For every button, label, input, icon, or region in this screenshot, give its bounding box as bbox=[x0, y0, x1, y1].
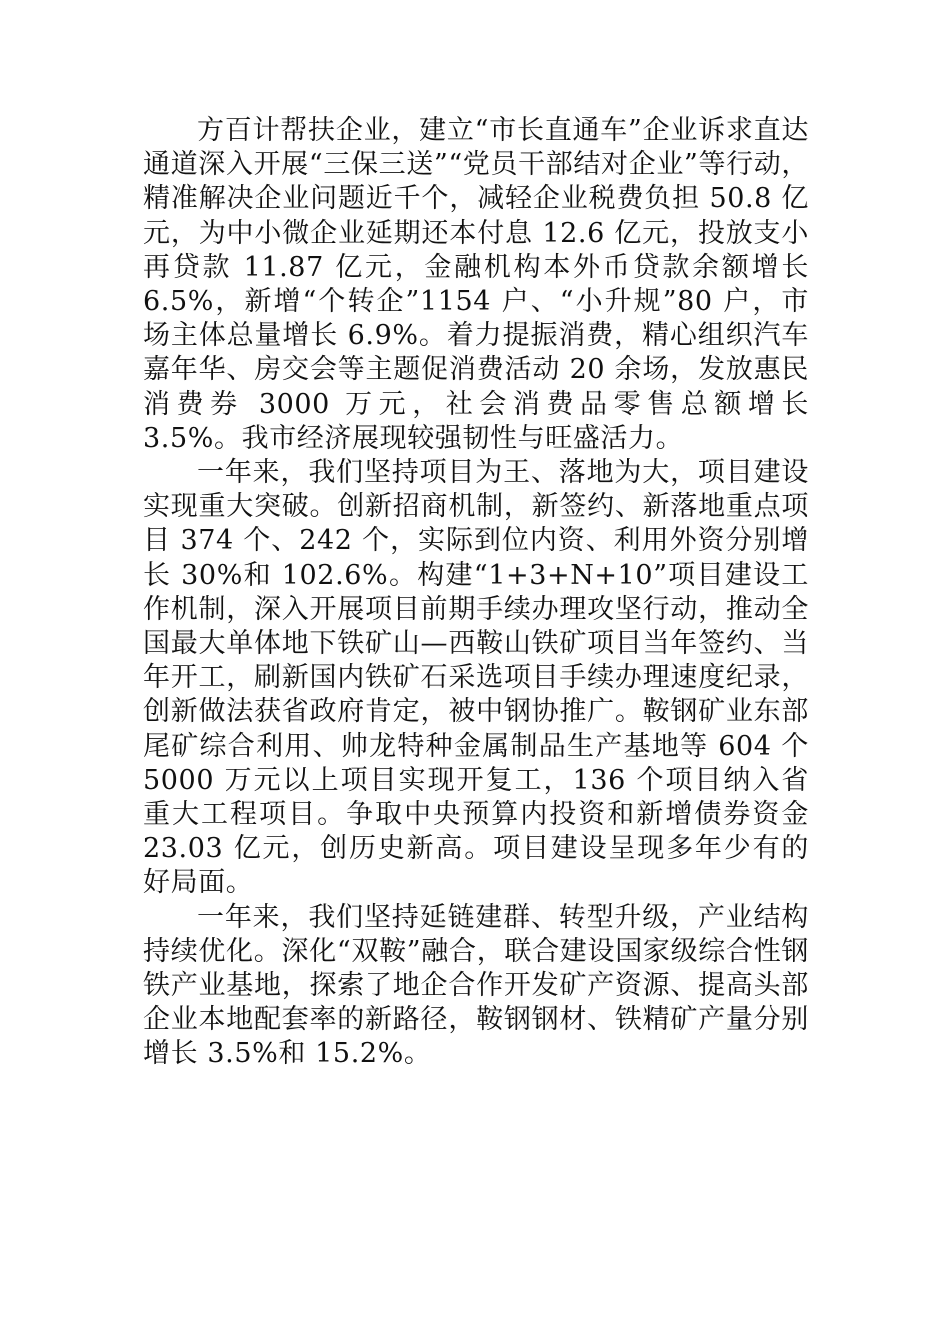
paragraph-support-enterprises: 方百计帮扶企业，建立“市长直通车”企业诉求直达通道深入开展“三保三送”“党员干部结对企业”等行动，精准解决企业问题近千个，减轻企业税费负担 50.8 亿元，为中小微企业延期还本付息 12.6 亿元，投放支小再贷款 11.87 亿元，金融机构本外币贷款余额增长 6.5%，新增“个转企”1154 户、“小升规”80 户，市场主体总量增长 6.9%。着力提振消费，精心组织汽车嘉年华、房交会等主题促消费活动 20 余场，发放惠民消费券 3000 万元，社会消费品零售总额增长 3.5%。我市经济展现较强韧性与旺盛活力。 bbox=[143, 115, 809, 454]
paragraph-project-construction: 一年来，我们坚持项目为王、落地为大，项目建设实现重大突破。创新招商机制，新签约、新落地重点项目 374 个、242 个，实际到位内资、利用外资分别增长 30%和 102.6%。构建“1+3+N+10”项目建设工作机制，深入开展项目前期手续办理攻坚行动，推动全国最大单体地下铁矿山—西鞍山铁矿项目当年签约、当年开工，刷新国内铁矿石采选项目手续办理速度纪录，创新做法获省政府肯定，被中钢协推广。鞍钢矿业东部尾矿综合利用、帅龙特种金属制品生产基地等 604 个 5000 万元以上项目实现开复工，136 个项目纳入省重大工程项目。争取中央预算内投资和新增债券资金 23.03 亿元，创历史新高。项目建设呈现多年少有的好局面。 bbox=[143, 457, 809, 899]
paragraph-industry-structure: 一年来，我们坚持延链建群、转型升级，产业结构持续优化。深化“双鞍”融合，联合建设国家级综合性钢铁产业基地，探索了地企合作开发矿产资源、提高头部企业本地配套率的新路径，鞍钢钢材、铁精矿产量分别增长 3.5%和 15.2%。 bbox=[143, 901, 809, 1070]
document-body bbox=[143, 114, 809, 1072]
